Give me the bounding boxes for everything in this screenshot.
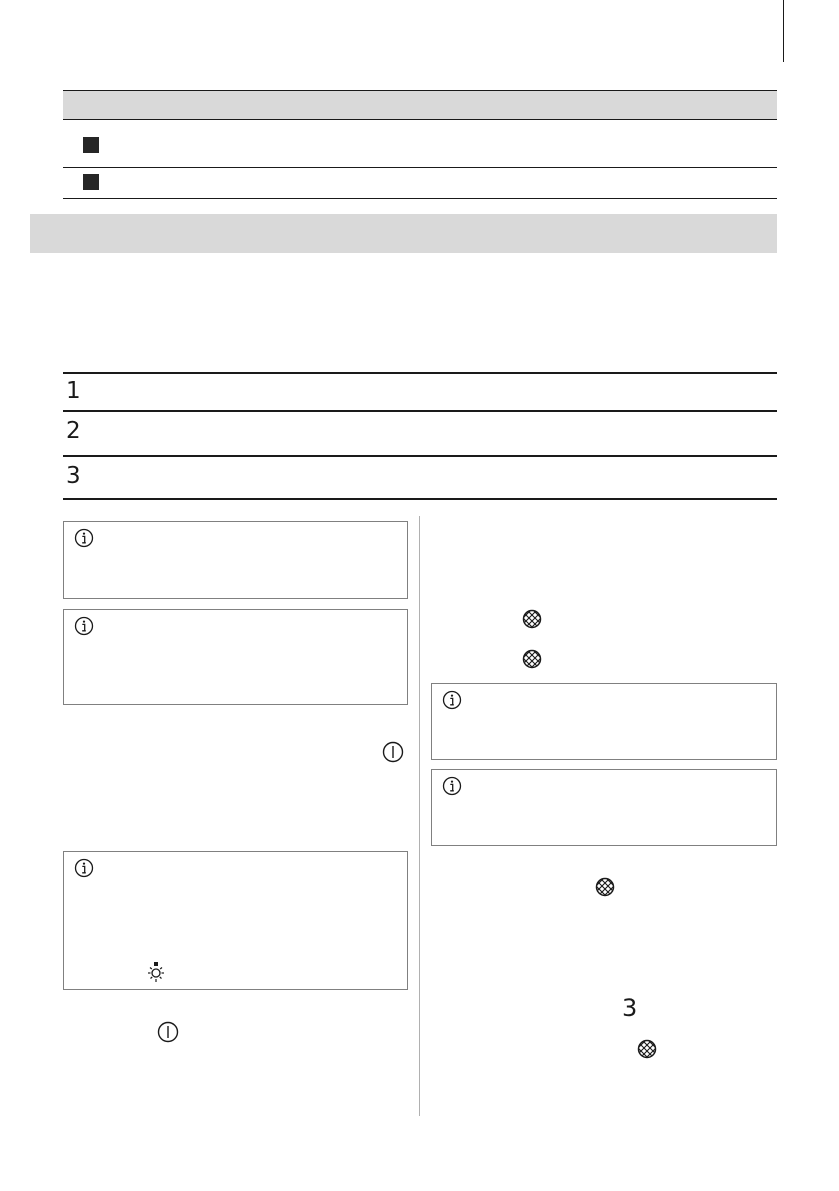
table-bottom-rule (63, 498, 777, 500)
power-icon (157, 1021, 179, 1043)
table-row (63, 455, 777, 498)
section-heading-band (30, 214, 777, 253)
color-swatch (83, 174, 99, 190)
table-row (63, 120, 777, 168)
column-divider (419, 516, 420, 1116)
grid-circle-icon (637, 1039, 657, 1059)
grid-circle-icon (595, 877, 615, 897)
grid-circle-icon (522, 649, 542, 669)
info-icon (74, 858, 94, 878)
info-note (431, 683, 777, 760)
info-note (431, 769, 777, 846)
row-number: 1 (66, 378, 81, 404)
info-icon (442, 690, 462, 710)
info-note (63, 851, 408, 990)
table-row (63, 372, 777, 410)
table-row (63, 168, 777, 199)
info-note (63, 609, 408, 705)
color-swatch (83, 137, 99, 153)
step-number: 3 (622, 994, 638, 1022)
info-icon (74, 528, 94, 548)
row-number: 3 (66, 463, 81, 489)
table-header (63, 90, 777, 120)
light-icon (144, 960, 168, 984)
power-icon (382, 741, 404, 763)
grid-circle-icon (522, 609, 542, 629)
info-icon (74, 616, 94, 636)
table-row (63, 410, 777, 455)
crop-mark (783, 0, 784, 62)
info-icon (442, 776, 462, 796)
info-note (63, 521, 408, 599)
row-number: 2 (66, 418, 81, 444)
